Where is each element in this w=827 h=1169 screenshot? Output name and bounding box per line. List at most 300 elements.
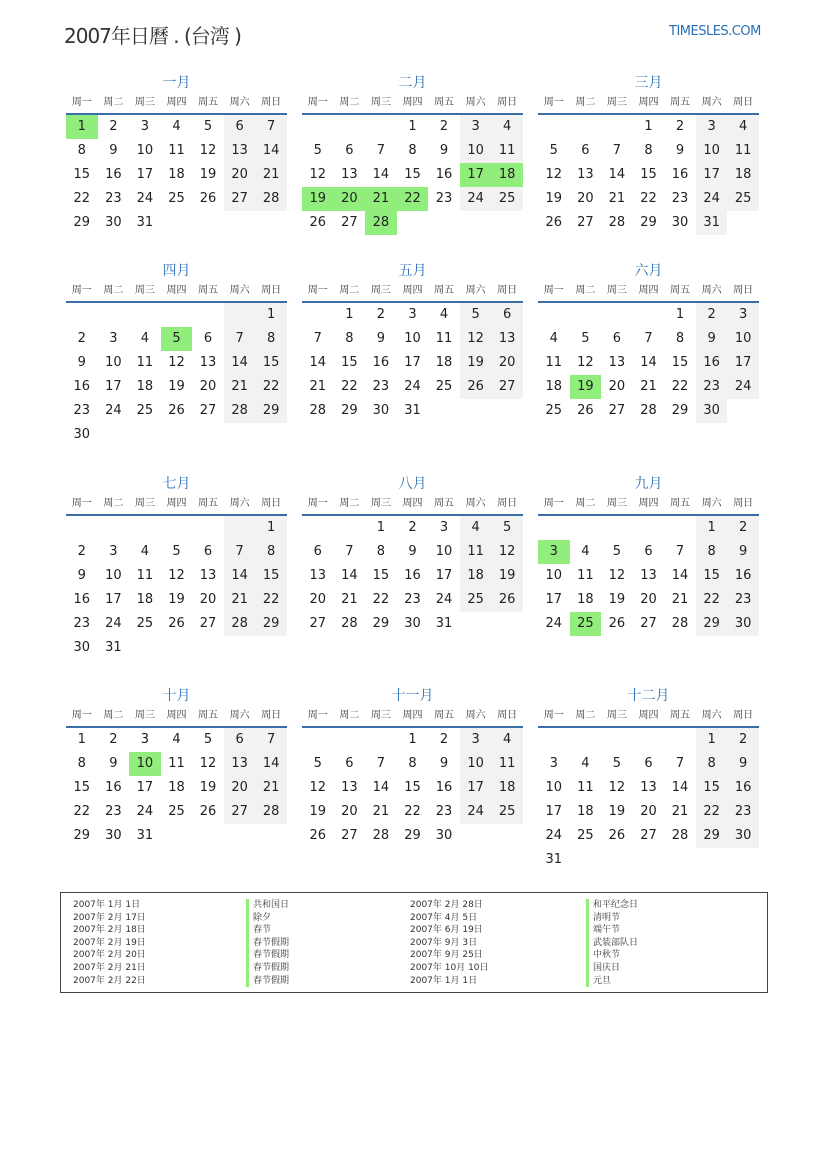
day-cell[interactable]: 4	[491, 728, 523, 752]
day-cell[interactable]: 28	[309, 403, 327, 418]
day-cell[interactable]: 4	[727, 115, 759, 139]
day-cell[interactable]: 13	[341, 167, 358, 182]
day-cell[interactable]: 15	[73, 167, 91, 182]
day-cell[interactable]: 9	[439, 143, 449, 158]
day-cell[interactable]: 18	[460, 564, 492, 588]
day-cell[interactable]: 22	[671, 379, 689, 394]
day-cell[interactable]: 6	[345, 756, 354, 771]
day-cell[interactable]: 11	[136, 568, 154, 583]
day-cell[interactable]: 1	[255, 303, 287, 327]
day-cell[interactable]: 9	[675, 143, 685, 158]
day-cell[interactable]: 18	[136, 592, 154, 607]
day-cell[interactable]: 13	[224, 752, 256, 776]
day-cell[interactable]: 26	[168, 403, 185, 418]
day-cell[interactable]: 30	[105, 215, 122, 230]
day-cell[interactable]: 22	[404, 804, 421, 819]
day-cell[interactable]: 19	[168, 379, 185, 394]
day-cell[interactable]: 27	[577, 215, 594, 230]
day-cell[interactable]: 4	[140, 331, 150, 346]
day-cell[interactable]: 14	[640, 355, 657, 370]
day-cell[interactable]: 31	[105, 640, 122, 655]
day-cell[interactable]: 3	[460, 115, 492, 139]
day-cell[interactable]: 21	[671, 804, 689, 819]
day-cell[interactable]: 13	[341, 780, 358, 795]
day-cell[interactable]: 12	[491, 540, 523, 564]
day-cell[interactable]: 25	[727, 187, 759, 211]
day-cell[interactable]: 16	[435, 167, 453, 182]
day-cell[interactable]: 27	[491, 375, 523, 399]
day-cell[interactable]: 8	[644, 143, 653, 158]
day-cell[interactable]: 6	[644, 756, 653, 771]
day-cell[interactable]: 27	[309, 616, 327, 631]
day-cell[interactable]: 18	[136, 379, 154, 394]
day-cell[interactable]: 14	[341, 568, 358, 583]
holiday-day-cell[interactable]: 19	[302, 187, 334, 211]
day-cell[interactable]: 7	[612, 143, 622, 158]
day-cell[interactable]: 3	[109, 331, 118, 346]
day-cell[interactable]: 13	[577, 167, 594, 182]
day-cell[interactable]: 2	[376, 307, 386, 322]
day-cell[interactable]: 10	[435, 544, 453, 559]
day-cell[interactable]: 2	[77, 331, 86, 346]
day-cell[interactable]: 13	[224, 139, 256, 163]
day-cell[interactable]: 10	[545, 568, 563, 583]
holiday-day-cell[interactable]: 18	[491, 163, 523, 187]
day-cell[interactable]: 6	[313, 544, 322, 559]
day-cell[interactable]: 3	[408, 307, 417, 322]
day-cell[interactable]: 27	[341, 828, 358, 843]
day-cell[interactable]: 6	[491, 303, 523, 327]
day-cell[interactable]: 9	[109, 756, 118, 771]
day-cell[interactable]: 8	[345, 331, 354, 346]
day-cell[interactable]: 31	[136, 215, 154, 230]
day-cell[interactable]: 27	[224, 800, 256, 824]
day-cell[interactable]: 17	[404, 355, 421, 370]
day-cell[interactable]: 20	[224, 163, 256, 187]
day-cell[interactable]: 30	[73, 427, 91, 442]
day-cell[interactable]: 20	[199, 592, 217, 607]
day-cell[interactable]: 29	[73, 828, 91, 843]
day-cell[interactable]: 22	[372, 592, 390, 607]
day-cell[interactable]: 25	[460, 588, 492, 612]
day-cell[interactable]: 14	[309, 355, 327, 370]
day-cell[interactable]: 8	[77, 756, 86, 771]
holiday-day-cell[interactable]: 10	[129, 752, 161, 776]
day-cell[interactable]: 21	[608, 191, 626, 206]
day-cell[interactable]: 11	[545, 355, 563, 370]
day-cell[interactable]: 21	[255, 776, 287, 800]
day-cell[interactable]: 21	[309, 379, 327, 394]
day-cell[interactable]: 19	[168, 592, 185, 607]
day-cell[interactable]: 16	[727, 776, 759, 800]
day-cell[interactable]: 11	[460, 540, 492, 564]
day-cell[interactable]: 19	[608, 804, 626, 819]
day-cell[interactable]: 2	[408, 520, 417, 535]
day-cell[interactable]: 10	[727, 327, 759, 351]
holiday-day-cell[interactable]: 3	[538, 540, 570, 564]
day-cell[interactable]: 4	[491, 115, 523, 139]
day-cell[interactable]: 24	[435, 592, 453, 607]
day-cell[interactable]: 24	[105, 616, 122, 631]
day-cell[interactable]: 18	[491, 776, 523, 800]
day-cell[interactable]: 11	[136, 355, 154, 370]
day-cell[interactable]: 20	[640, 804, 657, 819]
day-cell[interactable]: 15	[696, 776, 728, 800]
holiday-day-cell[interactable]: 1	[66, 115, 98, 139]
day-cell[interactable]: 5	[491, 516, 523, 540]
day-cell[interactable]: 20	[199, 379, 217, 394]
day-cell[interactable]: 25	[577, 828, 594, 843]
day-cell[interactable]: 3	[140, 732, 150, 747]
day-cell[interactable]: 30	[727, 612, 759, 636]
day-cell[interactable]: 1	[696, 516, 728, 540]
day-cell[interactable]: 19	[491, 564, 523, 588]
day-cell[interactable]: 2	[675, 119, 685, 134]
day-cell[interactable]: 3	[140, 119, 150, 134]
day-cell[interactable]: 10	[136, 143, 154, 158]
day-cell[interactable]: 26	[545, 215, 563, 230]
day-cell[interactable]: 1	[696, 728, 728, 752]
day-cell[interactable]: 29	[255, 612, 287, 636]
day-cell[interactable]: 8	[696, 540, 728, 564]
day-cell[interactable]: 21	[224, 375, 256, 399]
day-cell[interactable]: 20	[640, 592, 657, 607]
day-cell[interactable]: 9	[408, 544, 417, 559]
day-cell[interactable]: 5	[581, 331, 590, 346]
day-cell[interactable]: 6	[612, 331, 622, 346]
day-cell[interactable]: 10	[105, 568, 122, 583]
day-cell[interactable]: 22	[640, 191, 657, 206]
day-cell[interactable]: 1	[408, 119, 417, 134]
day-cell[interactable]: 2	[439, 119, 449, 134]
day-cell[interactable]: 27	[199, 616, 217, 631]
day-cell[interactable]: 3	[727, 303, 759, 327]
day-cell[interactable]: 22	[255, 588, 287, 612]
day-cell[interactable]: 15	[372, 568, 390, 583]
day-cell[interactable]: 1	[675, 307, 685, 322]
day-cell[interactable]: 1	[644, 119, 653, 134]
day-cell[interactable]: 2	[77, 544, 86, 559]
day-cell[interactable]: 4	[581, 756, 590, 771]
day-cell[interactable]: 24	[545, 616, 563, 631]
day-cell[interactable]: 14	[372, 167, 390, 182]
day-cell[interactable]: 26	[309, 215, 327, 230]
day-cell[interactable]: 28	[255, 187, 287, 211]
day-cell[interactable]: 30	[671, 215, 689, 230]
day-cell[interactable]: 18	[727, 163, 759, 187]
holiday-day-cell[interactable]: 28	[365, 211, 397, 235]
day-cell[interactable]: 9	[439, 756, 449, 771]
day-cell[interactable]: 2	[727, 516, 759, 540]
day-cell[interactable]: 17	[105, 592, 122, 607]
day-cell[interactable]: 30	[435, 828, 453, 843]
day-cell[interactable]: 7	[255, 728, 287, 752]
day-cell[interactable]: 24	[460, 800, 492, 824]
day-cell[interactable]: 29	[696, 612, 728, 636]
day-cell[interactable]: 17	[435, 568, 453, 583]
day-cell[interactable]: 17	[696, 163, 728, 187]
day-cell[interactable]: 23	[105, 191, 122, 206]
day-cell[interactable]: 15	[404, 167, 421, 182]
day-cell[interactable]: 24	[404, 379, 421, 394]
day-cell[interactable]: 11	[577, 568, 594, 583]
day-cell[interactable]: 25	[435, 379, 453, 394]
day-cell[interactable]: 22	[696, 800, 728, 824]
day-cell[interactable]: 19	[309, 804, 327, 819]
day-cell[interactable]: 27	[224, 187, 256, 211]
day-cell[interactable]: 5	[612, 544, 622, 559]
day-cell[interactable]: 16	[404, 568, 421, 583]
day-cell[interactable]: 29	[255, 399, 287, 423]
day-cell[interactable]: 13	[199, 568, 217, 583]
day-cell[interactable]: 7	[224, 540, 256, 564]
day-cell[interactable]: 12	[199, 756, 217, 771]
day-cell[interactable]: 30	[696, 399, 728, 423]
day-cell[interactable]: 8	[408, 143, 417, 158]
day-cell[interactable]: 23	[727, 800, 759, 824]
day-cell[interactable]: 17	[105, 379, 122, 394]
day-cell[interactable]: 29	[341, 403, 358, 418]
day-cell[interactable]: 12	[199, 143, 217, 158]
day-cell[interactable]: 18	[168, 780, 185, 795]
day-cell[interactable]: 12	[168, 355, 185, 370]
day-cell[interactable]: 19	[199, 167, 217, 182]
day-cell[interactable]: 15	[341, 355, 358, 370]
day-cell[interactable]: 21	[224, 588, 256, 612]
day-cell[interactable]: 11	[168, 143, 185, 158]
day-cell[interactable]: 6	[203, 544, 213, 559]
day-cell[interactable]: 19	[608, 592, 626, 607]
day-cell[interactable]: 6	[581, 143, 590, 158]
day-cell[interactable]: 13	[640, 568, 657, 583]
day-cell[interactable]: 23	[435, 191, 453, 206]
day-cell[interactable]: 8	[376, 544, 386, 559]
day-cell[interactable]: 27	[640, 616, 657, 631]
day-cell[interactable]: 16	[105, 167, 122, 182]
day-cell[interactable]: 14	[255, 752, 287, 776]
day-cell[interactable]: 7	[255, 115, 287, 139]
day-cell[interactable]: 25	[168, 191, 185, 206]
day-cell[interactable]: 12	[309, 167, 327, 182]
day-cell[interactable]: 17	[727, 351, 759, 375]
day-cell[interactable]: 4	[460, 516, 492, 540]
day-cell[interactable]: 12	[309, 780, 327, 795]
day-cell[interactable]: 8	[255, 540, 287, 564]
day-cell[interactable]: 5	[172, 544, 181, 559]
day-cell[interactable]: 16	[73, 379, 91, 394]
day-cell[interactable]: 28	[372, 828, 390, 843]
day-cell[interactable]: 28	[608, 215, 626, 230]
day-cell[interactable]: 7	[644, 331, 653, 346]
day-cell[interactable]: 21	[372, 804, 390, 819]
day-cell[interactable]: 7	[224, 327, 256, 351]
day-cell[interactable]: 14	[255, 139, 287, 163]
day-cell[interactable]: 9	[696, 327, 728, 351]
day-cell[interactable]: 29	[671, 403, 689, 418]
day-cell[interactable]: 15	[640, 167, 657, 182]
day-cell[interactable]: 8	[675, 331, 685, 346]
day-cell[interactable]: 24	[105, 403, 122, 418]
day-cell[interactable]: 19	[199, 780, 217, 795]
day-cell[interactable]: 31	[435, 616, 453, 631]
day-cell[interactable]: 15	[255, 564, 287, 588]
day-cell[interactable]: 6	[224, 728, 256, 752]
day-cell[interactable]: 12	[545, 167, 563, 182]
day-cell[interactable]: 11	[491, 139, 523, 163]
day-cell[interactable]: 8	[255, 327, 287, 351]
day-cell[interactable]: 26	[577, 403, 594, 418]
day-cell[interactable]: 13	[608, 355, 626, 370]
day-cell[interactable]: 1	[77, 732, 86, 747]
day-cell[interactable]: 16	[435, 780, 453, 795]
day-cell[interactable]: 28	[255, 800, 287, 824]
day-cell[interactable]: 6	[224, 115, 256, 139]
holiday-day-cell[interactable]: 22	[397, 187, 429, 211]
day-cell[interactable]: 1	[345, 307, 354, 322]
day-cell[interactable]: 31	[696, 211, 728, 235]
day-cell[interactable]: 8	[77, 143, 86, 158]
day-cell[interactable]: 24	[136, 191, 154, 206]
day-cell[interactable]: 22	[73, 804, 91, 819]
day-cell[interactable]: 28	[224, 612, 256, 636]
day-cell[interactable]: 30	[105, 828, 122, 843]
day-cell[interactable]: 8	[696, 752, 728, 776]
day-cell[interactable]: 10	[696, 139, 728, 163]
day-cell[interactable]: 20	[309, 592, 327, 607]
day-cell[interactable]: 4	[172, 119, 181, 134]
day-cell[interactable]: 18	[577, 804, 594, 819]
day-cell[interactable]: 7	[675, 544, 685, 559]
day-cell[interactable]: 18	[577, 592, 594, 607]
day-cell[interactable]: 9	[727, 540, 759, 564]
day-cell[interactable]: 3	[696, 115, 728, 139]
day-cell[interactable]: 24	[136, 804, 154, 819]
holiday-day-cell[interactable]: 20	[334, 187, 366, 211]
day-cell[interactable]: 28	[671, 616, 689, 631]
day-cell[interactable]: 5	[203, 119, 213, 134]
day-cell[interactable]: 5	[549, 143, 558, 158]
day-cell[interactable]: 25	[168, 804, 185, 819]
day-cell[interactable]: 25	[491, 800, 523, 824]
day-cell[interactable]: 12	[577, 355, 594, 370]
day-cell[interactable]: 29	[640, 215, 657, 230]
day-cell[interactable]: 16	[105, 780, 122, 795]
day-cell[interactable]: 3	[460, 728, 492, 752]
day-cell[interactable]: 13	[309, 568, 327, 583]
day-cell[interactable]: 14	[372, 780, 390, 795]
day-cell[interactable]: 31	[404, 403, 421, 418]
day-cell[interactable]: 31	[136, 828, 154, 843]
day-cell[interactable]: 4	[172, 732, 181, 747]
day-cell[interactable]: 14	[224, 564, 256, 588]
day-cell[interactable]: 18	[435, 355, 453, 370]
day-cell[interactable]: 17	[545, 804, 563, 819]
day-cell[interactable]: 14	[608, 167, 626, 182]
day-cell[interactable]: 12	[168, 568, 185, 583]
day-cell[interactable]: 12	[608, 568, 626, 583]
day-cell[interactable]: 27	[608, 403, 626, 418]
day-cell[interactable]: 8	[408, 756, 417, 771]
day-cell[interactable]: 4	[439, 307, 449, 322]
day-cell[interactable]: 9	[77, 355, 86, 370]
day-cell[interactable]: 23	[671, 191, 689, 206]
day-cell[interactable]: 29	[73, 215, 91, 230]
day-cell[interactable]: 9	[77, 568, 86, 583]
day-cell[interactable]: 20	[341, 804, 358, 819]
day-cell[interactable]: 15	[255, 351, 287, 375]
day-cell[interactable]: 4	[140, 544, 150, 559]
day-cell[interactable]: 14	[671, 568, 689, 583]
day-cell[interactable]: 27	[341, 215, 358, 230]
day-cell[interactable]: 13	[199, 355, 217, 370]
day-cell[interactable]: 7	[675, 756, 685, 771]
day-cell[interactable]: 14	[671, 780, 689, 795]
day-cell[interactable]: 11	[727, 139, 759, 163]
day-cell[interactable]: 25	[136, 616, 154, 631]
day-cell[interactable]: 12	[608, 780, 626, 795]
holiday-day-cell[interactable]: 21	[365, 187, 397, 211]
day-cell[interactable]: 1	[376, 520, 386, 535]
day-cell[interactable]: 20	[224, 776, 256, 800]
day-cell[interactable]: 1	[255, 516, 287, 540]
day-cell[interactable]: 26	[460, 375, 492, 399]
day-cell[interactable]: 10	[460, 752, 492, 776]
day-cell[interactable]: 11	[577, 780, 594, 795]
day-cell[interactable]: 4	[581, 544, 590, 559]
day-cell[interactable]: 21	[341, 592, 358, 607]
day-cell[interactable]: 23	[105, 804, 122, 819]
day-cell[interactable]: 18	[168, 167, 185, 182]
day-cell[interactable]: 23	[73, 403, 91, 418]
day-cell[interactable]: 24	[727, 375, 759, 399]
day-cell[interactable]: 24	[460, 187, 492, 211]
day-cell[interactable]: 15	[73, 780, 91, 795]
day-cell[interactable]: 30	[727, 824, 759, 848]
day-cell[interactable]: 2	[439, 732, 449, 747]
day-cell[interactable]: 30	[372, 403, 390, 418]
day-cell[interactable]: 2	[109, 119, 118, 134]
day-cell[interactable]: 29	[404, 828, 421, 843]
day-cell[interactable]: 19	[545, 191, 563, 206]
day-cell[interactable]: 5	[460, 303, 492, 327]
day-cell[interactable]: 19	[460, 351, 492, 375]
day-cell[interactable]: 22	[73, 191, 91, 206]
day-cell[interactable]: 23	[435, 804, 453, 819]
day-cell[interactable]: 26	[199, 191, 217, 206]
day-cell[interactable]: 7	[376, 756, 386, 771]
day-cell[interactable]: 17	[460, 776, 492, 800]
day-cell[interactable]: 23	[404, 592, 421, 607]
day-cell[interactable]: 11	[168, 756, 185, 771]
day-cell[interactable]: 13	[491, 327, 523, 351]
holiday-day-cell[interactable]: 17	[460, 163, 492, 187]
day-cell[interactable]: 28	[671, 828, 689, 843]
day-cell[interactable]: 6	[644, 544, 653, 559]
day-cell[interactable]: 26	[309, 828, 327, 843]
day-cell[interactable]: 24	[545, 828, 563, 843]
day-cell[interactable]: 7	[376, 143, 386, 158]
day-cell[interactable]: 3	[109, 544, 118, 559]
holiday-day-cell[interactable]: 19	[570, 375, 602, 399]
day-cell[interactable]: 16	[372, 355, 390, 370]
day-cell[interactable]: 28	[341, 616, 358, 631]
day-cell[interactable]: 26	[608, 828, 626, 843]
day-cell[interactable]: 21	[671, 592, 689, 607]
day-cell[interactable]: 15	[671, 355, 689, 370]
day-cell[interactable]: 9	[109, 143, 118, 158]
day-cell[interactable]: 2	[696, 303, 728, 327]
day-cell[interactable]: 15	[404, 780, 421, 795]
